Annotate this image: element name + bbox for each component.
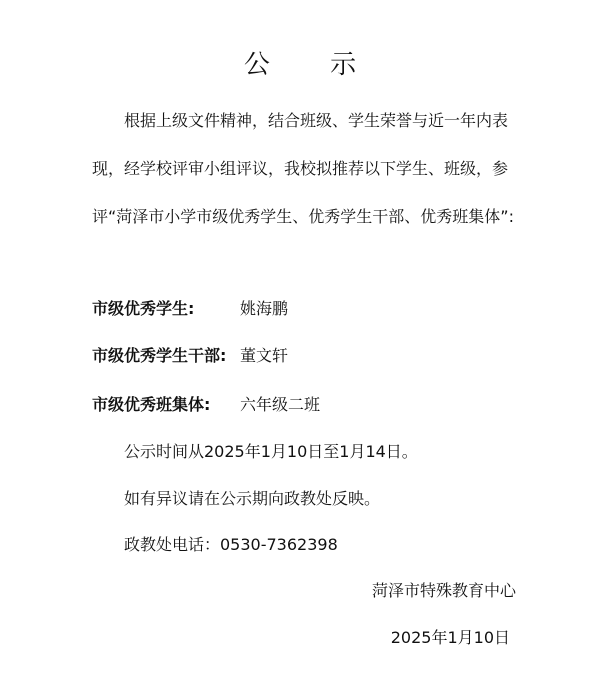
contact-phone: 政教处电话：0530-7362398	[124, 535, 338, 554]
notice-title: 公 示	[243, 50, 383, 80]
award-label: 市级优秀班集体:	[92, 395, 211, 414]
award-value: 董文轩	[240, 346, 289, 365]
award-row-student-cadre	[92, 344, 288, 368]
award-value: 姚海鹏	[240, 299, 289, 318]
notice-period: 公示时间从2025年1月10日至1月14日。	[124, 442, 418, 461]
objection-note: 如有异议请在公示期向政教处反映。	[124, 489, 381, 508]
award-label: 市级优秀学生干部:	[92, 346, 227, 365]
award-value: 六年级二班	[240, 395, 321, 414]
award-row-class-collective	[92, 393, 320, 417]
intro-paragraph: 根据上级文件精神，结合班级、学生荣誉与近一年内表现，经学校评审小组评议，我校拟推荐以下学生、班级，参评“菏泽市小学市级优秀学生、优秀学生干部、优秀班集体”:	[92, 111, 514, 226]
award-label: 市级优秀学生:	[92, 299, 195, 318]
award-row-outstanding-student	[92, 297, 288, 321]
issue-date: 2025年1月10日	[390, 628, 510, 647]
issuer-name: 菏泽市特殊教育中心	[371, 581, 516, 600]
